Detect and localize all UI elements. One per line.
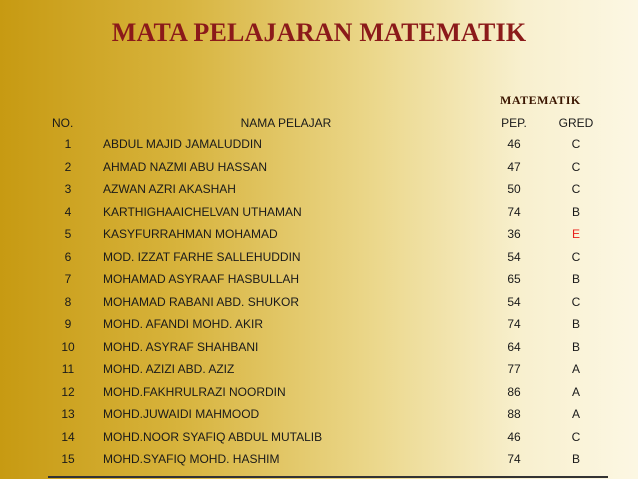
column-header-name: NAMA PELAJAR <box>240 116 332 130</box>
table-row <box>48 426 608 449</box>
header-row <box>48 113 608 133</box>
cell-no: 4 <box>64 204 72 219</box>
table-row <box>48 381 608 404</box>
cell-gred: C <box>571 294 581 309</box>
cell-gred: A <box>571 362 580 377</box>
cell-no: 10 <box>61 339 75 354</box>
table-body <box>48 133 608 471</box>
table-row <box>48 448 608 471</box>
table-row <box>48 336 608 359</box>
cell-gred: C <box>571 137 581 152</box>
page-title: MATA PELAJARAN MATEMATIK <box>111 18 527 47</box>
cell-no: 2 <box>64 159 72 174</box>
cell-pep: 74 <box>507 204 521 219</box>
cell-name: MOHD. ASYRAF SHAHBANI <box>103 339 259 354</box>
cell-gred: A <box>571 384 580 399</box>
cell-pep: 74 <box>507 452 521 467</box>
cell-name: MOHD. AFANDI MOHD. AKIR <box>103 317 264 332</box>
cell-name: AHMAD NAZMI ABU HASSAN <box>103 159 268 174</box>
column-header-no: NO. <box>52 116 74 130</box>
cell-pep: 36 <box>507 227 521 242</box>
cell-no: 8 <box>64 294 72 309</box>
subject-header: MATEMATIK <box>500 93 581 107</box>
cell-gred: C <box>571 182 581 197</box>
cell-no: 1 <box>64 137 72 152</box>
table-row <box>48 223 608 246</box>
cell-gred: B <box>571 272 580 287</box>
cell-no: 7 <box>64 272 72 287</box>
cell-pep: 88 <box>507 407 521 422</box>
table-row <box>48 268 608 291</box>
cell-pep: 47 <box>507 159 521 174</box>
table-row <box>48 358 608 381</box>
cell-pep: 46 <box>507 429 521 444</box>
cell-name: MOHD.SYAFIQ MOHD. HASHIM <box>103 452 280 467</box>
cell-no: 12 <box>61 384 75 399</box>
cell-gred: A <box>571 407 580 422</box>
table-row <box>48 156 608 179</box>
cell-gred: B <box>571 204 580 219</box>
cell-gred: B <box>571 317 580 332</box>
cell-no: 5 <box>64 227 72 242</box>
table-row <box>48 403 608 426</box>
table-row <box>48 313 608 336</box>
cell-gred: B <box>571 339 580 354</box>
cell-no: 11 <box>61 362 75 377</box>
table-header <box>48 113 608 133</box>
cell-name: MOHAMAD ASYRAAF HASBULLAH <box>103 272 300 287</box>
cell-pep: 65 <box>507 272 521 287</box>
cell-gred: C <box>571 429 581 444</box>
cell-no: 15 <box>61 452 75 467</box>
cell-no: 14 <box>61 429 75 444</box>
cell-name: MOD. IZZAT FARHE SALLEHUDDIN <box>103 249 301 264</box>
cell-pep: 46 <box>507 137 521 152</box>
cell-name: MOHD.JUWAIDI MAHMOOD <box>103 407 260 422</box>
cell-pep: 64 <box>507 339 521 354</box>
cell-name: ABDUL MAJID JAMALUDDIN <box>103 137 262 152</box>
column-header-pep: PEP. <box>501 116 527 130</box>
cell-name: MOHAMAD RABANI ABD. SHUKOR <box>103 294 300 309</box>
bottom-divider <box>48 476 608 478</box>
table-row <box>48 201 608 224</box>
column-header-gred: GRED <box>558 116 594 130</box>
cell-pep: 54 <box>507 294 521 309</box>
cell-pep: 77 <box>507 362 521 377</box>
cell-gred: C <box>571 249 581 264</box>
cell-name: KARTHIGHAAICHELVAN UTHAMAN <box>103 204 302 219</box>
table-row <box>48 291 608 314</box>
cell-name: MOHD. AZIZI ABD. AZIZ <box>103 362 235 377</box>
table-row <box>48 133 608 156</box>
marks-table <box>48 113 608 471</box>
cell-no: 9 <box>64 317 72 332</box>
cell-gred: C <box>571 159 581 174</box>
table-row <box>48 178 608 201</box>
cell-gred: B <box>571 452 580 467</box>
cell-name: AZWAN AZRI AKASHAH <box>103 182 236 197</box>
cell-pep: 54 <box>507 249 521 264</box>
cell-pep: 50 <box>507 182 521 197</box>
table-row <box>48 246 608 269</box>
cell-pep: 74 <box>507 317 521 332</box>
cell-no: 6 <box>64 249 72 264</box>
cell-name: MOHD.FAKHRULRAZI NOORDIN <box>103 384 286 399</box>
cell-name: KASYFURRAHMAN MOHAMAD <box>103 227 278 242</box>
cell-no: 3 <box>64 182 72 197</box>
cell-no: 13 <box>61 407 75 422</box>
cell-gred: E <box>571 227 580 242</box>
cell-name: MOHD.NOOR SYAFIQ ABDUL MUTALIB <box>103 429 323 444</box>
cell-pep: 86 <box>507 384 521 399</box>
